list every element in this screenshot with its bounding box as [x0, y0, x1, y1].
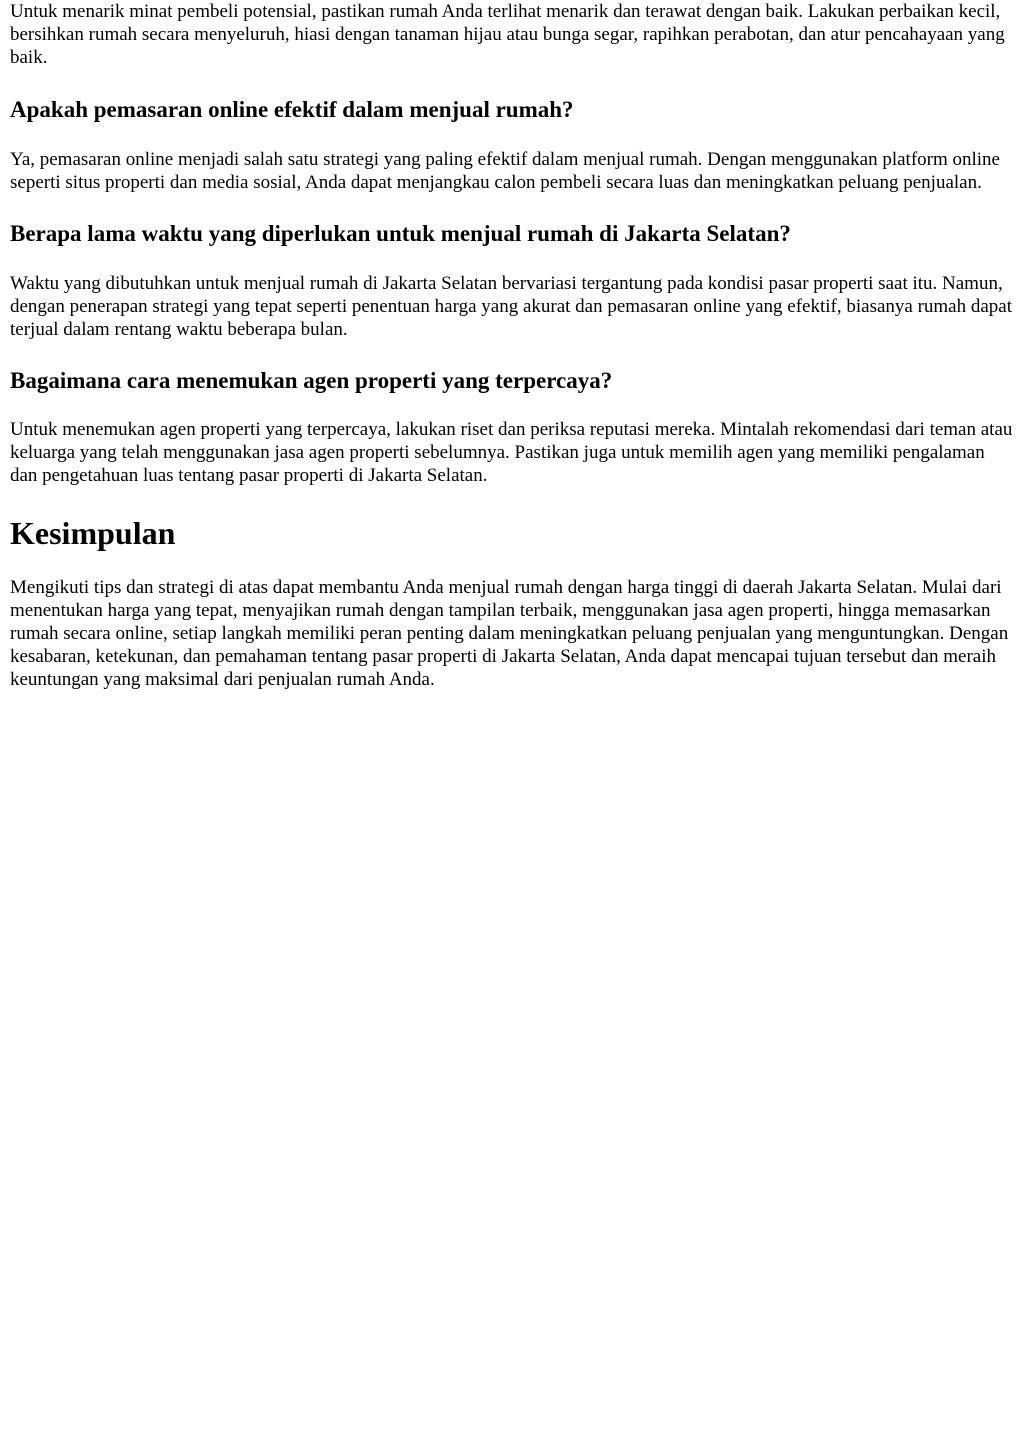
- article-body: [0, 0, 1024, 691]
- faq-question-online-marketing: Apakah pemasaran online efektif dalam menjual rumah?: [10, 97, 574, 122]
- intro-paragraph: Untuk menarik minat pembeli potensial, pastikan rumah Anda terlihat menarik dan terawat dengan baik. Lakukan perbaikan kecil, bersihkan rumah secara menyeluruh, hiasi dengan tanaman hijau atau bunga segar, rapihkan perabotan, dan atur pencahayaan yang baik.: [10, 1, 1005, 68]
- faq-question-trusted-agent: Bagaimana cara menemukan agen properti yang terpercaya?: [10, 368, 613, 393]
- faq-answer-selling-duration: Waktu yang dibutuhkan untuk menjual rumah di Jakarta Selatan bervariasi tergantung pada kondisi pasar properti saat itu. Namun, dengan penerapan strategi yang tepat seperti penentuan harga yang akurat dan pemasaran online yang efektif, biasanya rumah dapat terjual dalam rentang waktu beberapa bulan.: [10, 273, 1013, 340]
- conclusion-paragraph: Mengikuti tips dan strategi di atas dapat membantu Anda menjual rumah dengan harga tinggi di daerah Jakarta Selatan. Mulai dari menentukan harga yang tepat, menyajikan rumah dengan tampilan terbaik, menggunakan jasa agen properti, hingga memasarkan rumah secara online, setiap langkah memiliki peran penting dalam meningkatkan peluang penjualan yang menguntungkan. Dengan kesabaran, ketekunan, dan pemahaman tentang pasar properti di Jakarta Selatan, Anda dapat mencapai tujuan tersebut dan meraih keuntungan yang maksimal dari penjualan rumah Anda.: [10, 577, 1009, 690]
- faq-answer-trusted-agent: Untuk menemukan agen properti yang terpercaya, lakukan riset dan periksa reputasi mereka. Mintalah rekomendasi dari teman atau keluarga yang telah menggunakan jasa agen properti sebelumnya. Pastikan juga untuk memilih agen yang memiliki pengalaman dan pengetahuan luas tentang pasar properti di Jakarta Selatan.: [10, 419, 1013, 486]
- conclusion-heading: Kesimpulan: [10, 515, 176, 551]
- faq-question-selling-duration: Berapa lama waktu yang diperlukan untuk menjual rumah di Jakarta Selatan?: [10, 221, 791, 246]
- faq-answer-online-marketing: Ya, pemasaran online menjadi salah satu strategi yang paling efektif dalam menjual rumah. Dengan menggunakan platform online seperti situs properti dan media sosial, Anda dapat menjangkau calon pembeli secara luas dan meningkatkan peluang penjualan.: [10, 149, 1000, 193]
